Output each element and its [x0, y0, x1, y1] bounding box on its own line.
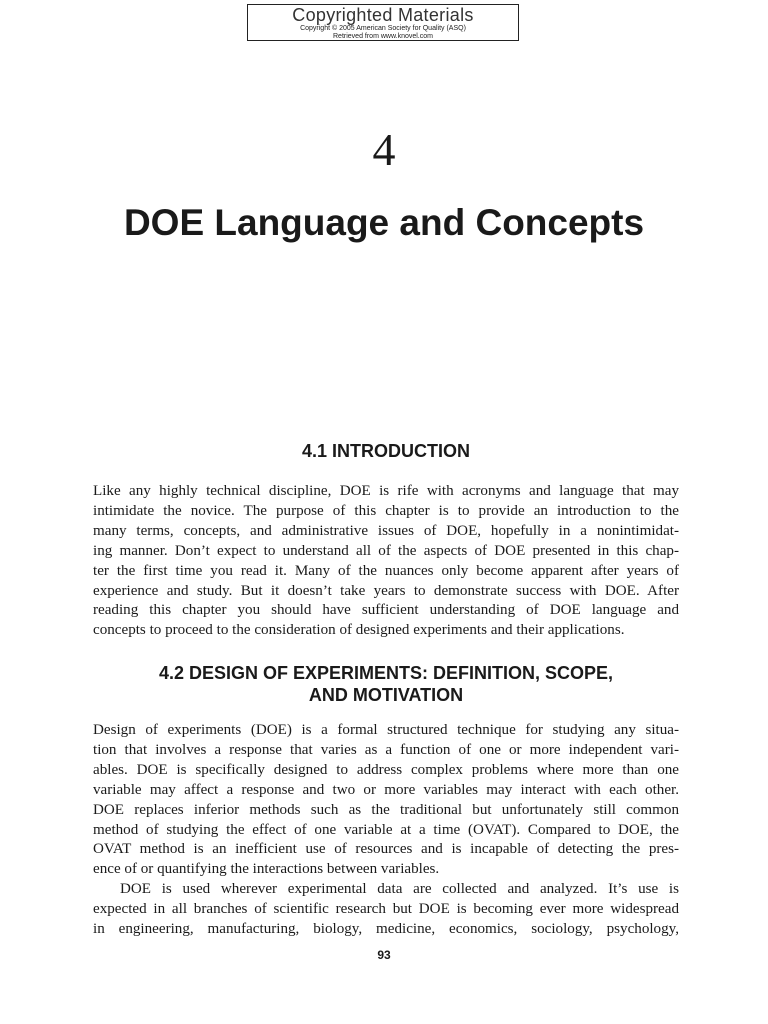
text-line: reading this chapter you should have sufficient understanding of DOE language and — [93, 602, 679, 619]
chapter-title: DOE Language and Concepts — [123, 202, 645, 243]
text-line: ence of or quantifying the interactions between variables. — [93, 861, 440, 878]
text-line: DOE replaces inferior methods such as the traditional but unfortunately still common — [93, 801, 679, 818]
text-line: method of studying the effect of one variable at a time (OVAT). Compared to DOE, the — [93, 821, 679, 838]
text-line: intimidate the novice. The purpose of this chapter is to provide an introduction to the — [93, 502, 679, 519]
section-heading-line: 4.2 DESIGN OF EXPERIMENTS: DEFINITION, SCOPE, — [158, 663, 614, 683]
paragraph-doe-usage — [93, 880, 679, 940]
chapter-number: 4 — [372, 124, 396, 175]
text-line: tion that involves a response that varies as a function of one or more independent vari- — [93, 741, 679, 758]
retrieval-source: Retrieved from www.knovel.com — [333, 33, 433, 40]
copyright-stamp-title: Copyrighted Materials — [292, 5, 474, 25]
page-number: 93 — [377, 948, 391, 962]
text-line: concepts to proceed to the consideration of designed experiments and their applications. — [93, 622, 625, 639]
section-heading-design-of-experiments — [93, 662, 679, 706]
text-line: experience and study. But it doesn’t take years to demonstrate success with DOE. After — [93, 582, 679, 599]
section-heading-line: 4.1 INTRODUCTION — [301, 441, 470, 461]
text-line: Design of experiments (DOE) is a formal structured technique for studying any situa- — [93, 722, 679, 738]
text-line: variable may affect a response and two or more variables may interact with each other. — [93, 781, 679, 798]
text-line: OVAT method is an inefficient use of resources and is incapable of detecting the pres- — [93, 841, 679, 858]
section-heading-line: AND MOTIVATION — [308, 685, 464, 705]
section-heading-introduction — [93, 440, 679, 462]
text-line: expected in all branches of scientific research but DOE is becoming ever more widespread — [93, 900, 679, 917]
text-line: ables. DOE is specifically designed to address complex problems where more than one — [93, 761, 679, 778]
copyright-stamp — [247, 4, 519, 41]
paragraph-doe-definition — [93, 721, 679, 880]
text-line: many terms, concepts, and administrative issues of DOE, hopefully in a nonintimidat- — [93, 522, 679, 539]
text-line: Like any highly technical discipline, DOE is rife with acronyms and language that may — [93, 483, 679, 499]
copyright-notice: Copyright © 2005 American Society for Quality (ASQ) — [300, 25, 466, 32]
paragraph-introduction — [93, 482, 679, 641]
text-line: ing manner. Don’t expect to understand all of the aspects of DOE presented in this chap- — [93, 542, 679, 559]
text-line: ter the first time you read it. Many of the nuances only become apparent after years of — [93, 562, 679, 579]
text-line: in engineering, manufacturing, biology, medicine, economics, sociology, psychology, — [93, 920, 679, 937]
text-line: DOE is used wherever experimental data are collected and analyzed. It’s use is — [120, 881, 679, 897]
